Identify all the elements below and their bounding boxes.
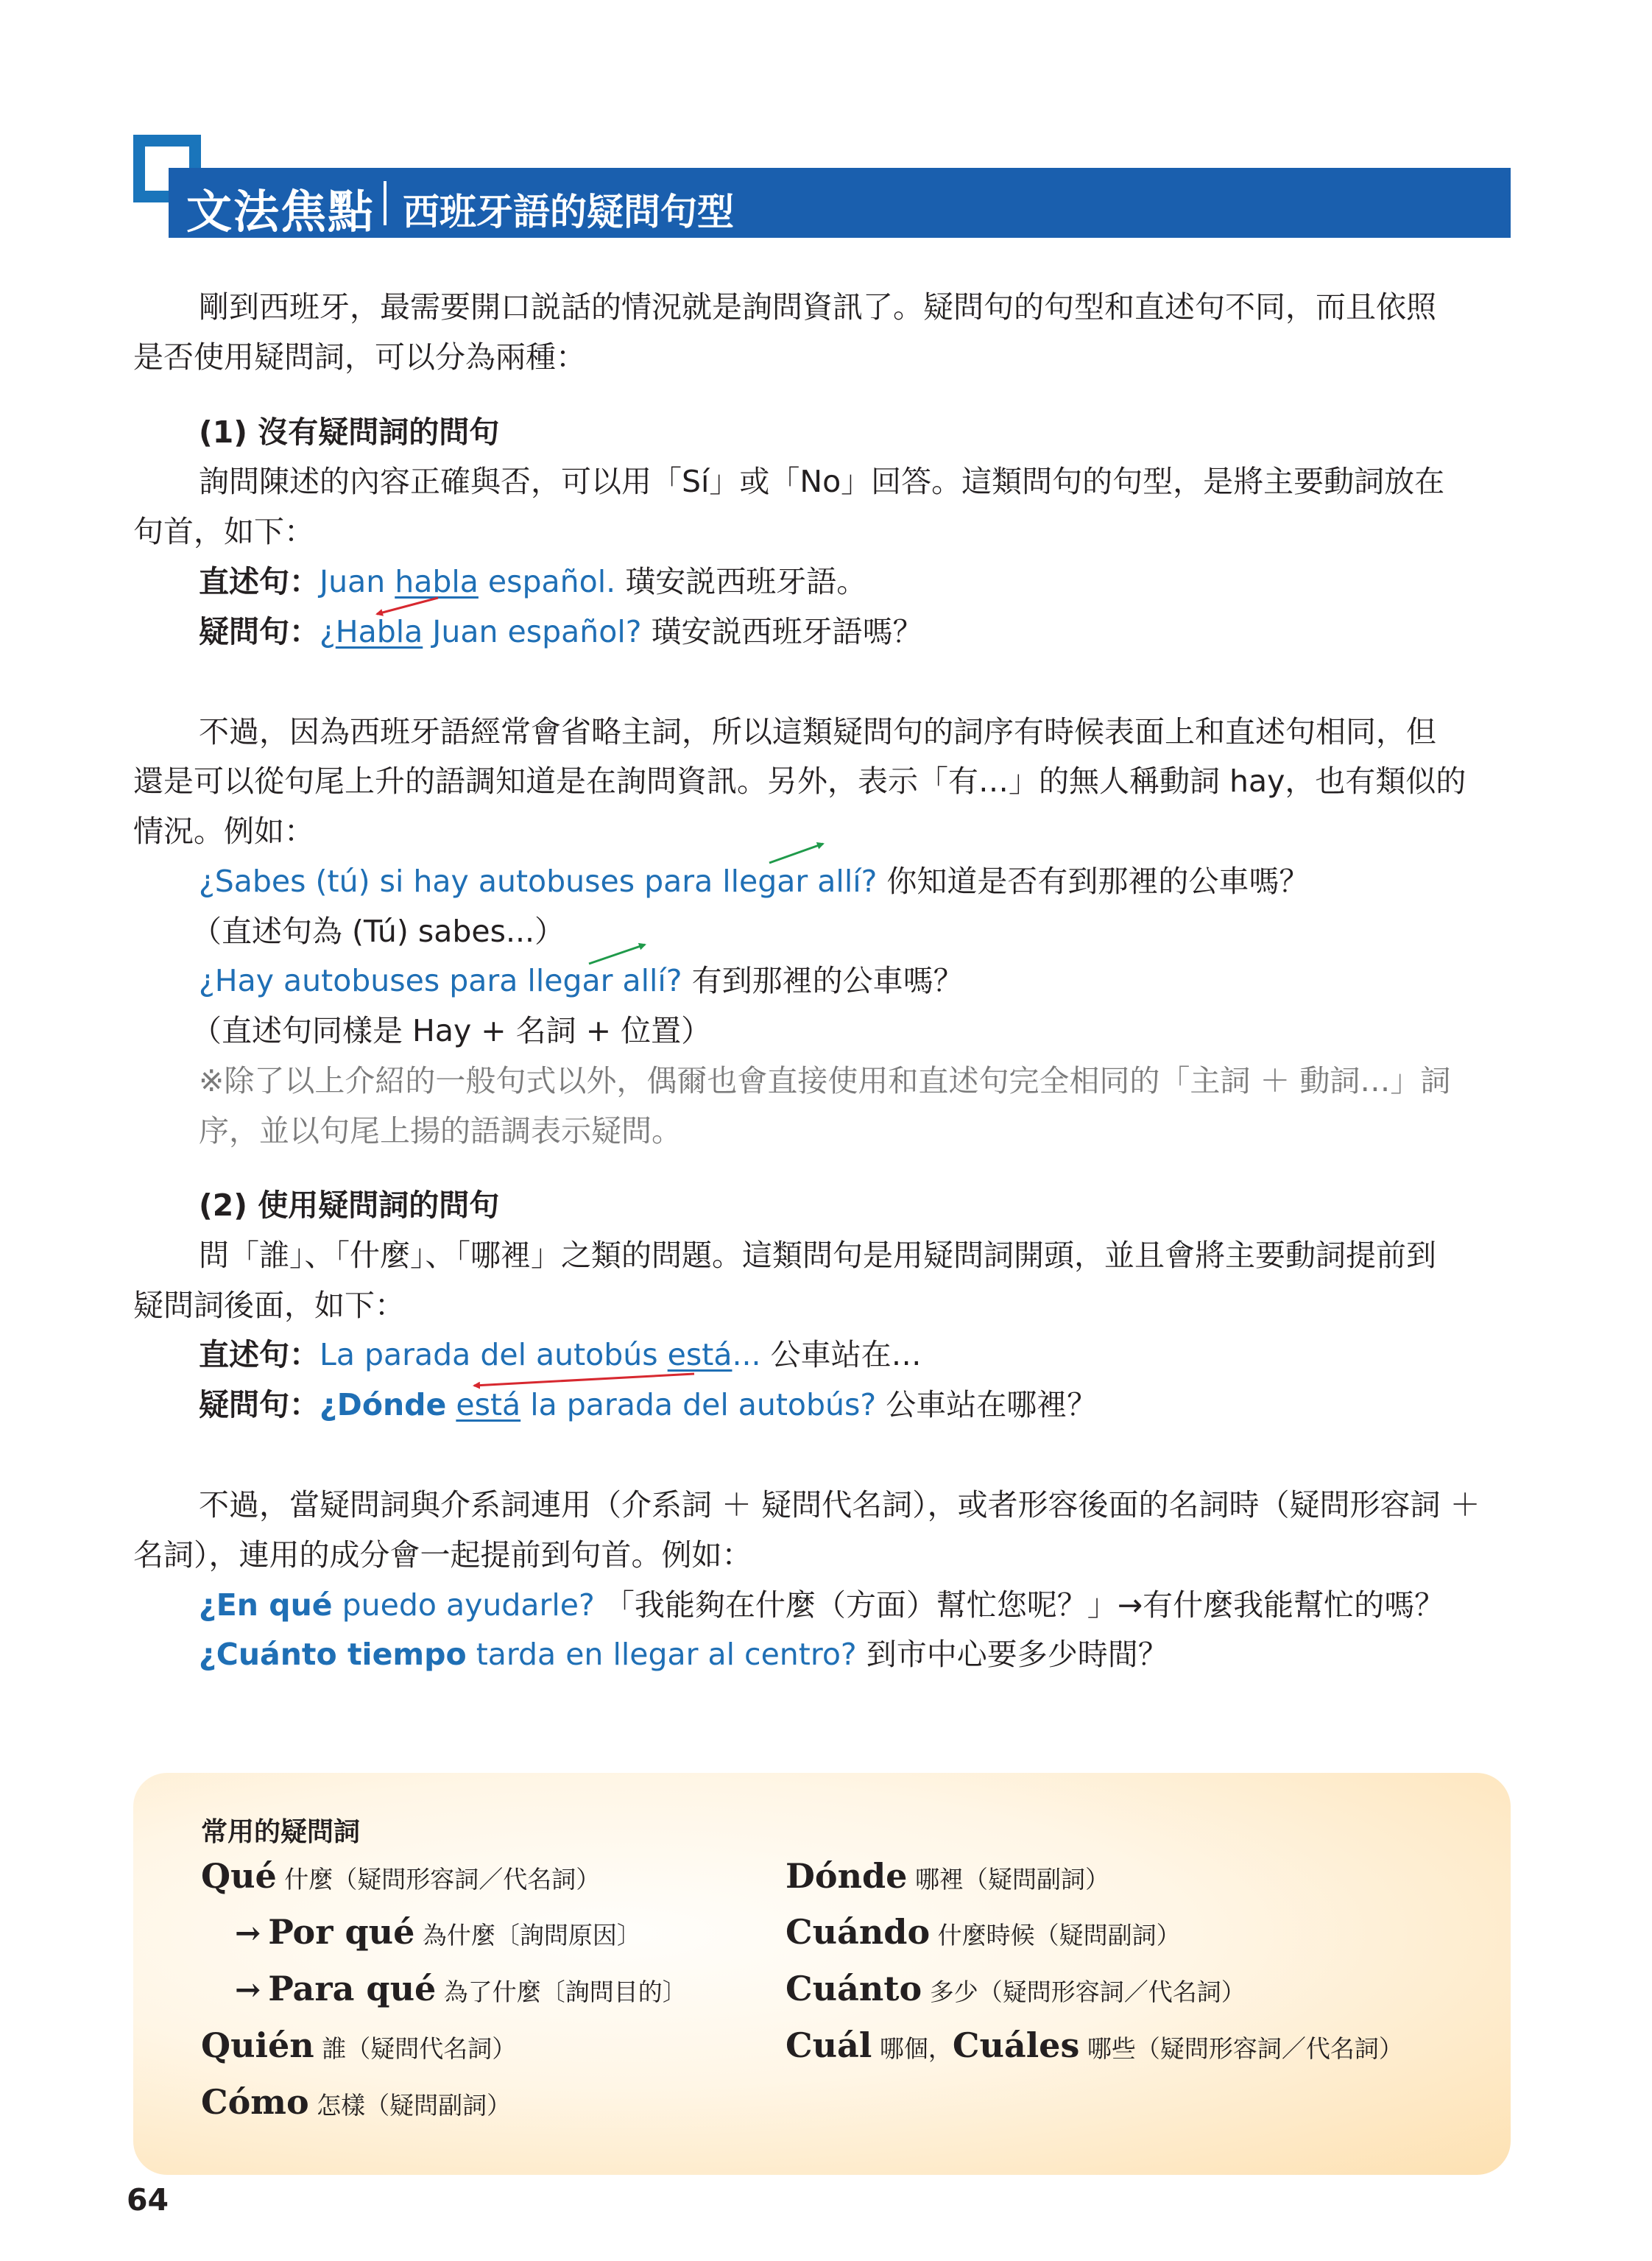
remark-line-2: 序，並以句尾上揚的語調表示疑問。 [199, 1113, 682, 1149]
example-cuanto-qw: ¿Cuánto tiempo [199, 1637, 467, 1672]
qw-word: Quién [201, 2025, 314, 2065]
qw-word: Cómo [201, 2082, 309, 2122]
qw-quien [201, 2023, 516, 2071]
para2-line-3: 情況。例如： [133, 814, 314, 849]
qw-desc: 哪個， [872, 2034, 953, 2063]
qw-word: Qué [201, 1856, 277, 1896]
intro-line-1: 剛到西班牙，最需要開口説話的情況就是詢問資訊了。疑問句的句型和直述句不同，而且依照 [199, 289, 1436, 325]
statement-es-part: Juan [320, 564, 395, 599]
section2-heading: (2) 使用疑問詞的問句 [199, 1188, 500, 1223]
intonation-arrow-1 [769, 844, 823, 863]
para3-line-1: 不過，當疑問詞與介系詞連用（介系詞 ＋ 疑問代名詞），或者形容後面的名詞時（疑問形容詞 ＋ [199, 1487, 1480, 1523]
para2-line-1: 不過，因為西班牙語經常會省略主詞，所以這類疑問句的詞序有時候表面上和直述句相同，但 [199, 714, 1436, 749]
verb-move-arrow-1 [377, 598, 438, 614]
qw-word: Por qué [268, 1912, 415, 1952]
section2-line-1: 問「誰」、「什麼」、「哪裡」之類的問題。這類問句是用疑問詞開頭，並且會將主要動詞提前到 [199, 1238, 1436, 1273]
qw-word-plural: Cuáles [952, 2025, 1080, 2065]
statement-label: 直述句： [199, 1337, 320, 1372]
remark-line-1: ※除了以上介紹的一般句式以外，偶爾也會直接使用和直述句完全相同的「主詞 ＋ 動詞…」詞 [199, 1063, 1451, 1098]
example-sabes-es: ¿Sabes (tú) si hay autobuses para llegar allí? [199, 864, 878, 899]
qw-desc: 為什麼〔詢問原因〕 [414, 1921, 641, 1950]
qw-desc: 多少（疑問形容詞／代名詞） [922, 1978, 1246, 2006]
para3-line-2: 名詞），連用的成分會一起提前到句首。例如： [133, 1537, 752, 1573]
statement-label: 直述句： [199, 564, 320, 599]
statement-verb: habla [395, 564, 479, 599]
example-cuanto-es: tarda en llegar al centro? [466, 1637, 857, 1672]
question-verb: está [456, 1387, 521, 1422]
example-hay-note: （直述句同樣是 Hay + 名詞 + 位置） [191, 1013, 712, 1048]
qw-word: Dónde [786, 1856, 908, 1896]
banner-title: 文法焦點 [186, 185, 375, 239]
statement-es-end: español. [478, 564, 616, 599]
page-number: 64 [127, 2182, 169, 2218]
example-sabes-note: （直述句為 (Tú) sabes...） [191, 914, 565, 949]
example-sabes-zh: 你知道是否有到那裡的公車嗎？ [877, 864, 1310, 899]
qw-desc: 哪裡（疑問副詞） [907, 1865, 1109, 1894]
intonation-arrow-2 [589, 945, 645, 964]
example-en-que-zh: 「我能夠在什麼（方面）幫忙您呢？」→有什麼我能幫忙的嗎？ [594, 1587, 1445, 1623]
question-words-box [133, 1773, 1511, 2175]
example-cuanto-zh: 到市中心要多少時間？ [856, 1637, 1168, 1672]
question-translation: 璜安説西班牙語嗎？ [641, 614, 923, 649]
qw-desc: 什麼（疑問形容詞／代名詞） [276, 1865, 601, 1894]
right-arrow-icon: → [235, 1972, 261, 2008]
section2-line-2: 疑問詞後面，如下： [133, 1288, 405, 1323]
qw-cual [786, 2023, 1403, 2071]
example-en-que-qw: ¿En qué [199, 1587, 333, 1623]
statement-es-part: La parada del autobús [320, 1337, 668, 1372]
qw-como [201, 2080, 511, 2128]
qw-cuando [786, 1910, 1181, 1958]
qw-desc-plural: 哪些（疑問形容詞／代名詞） [1079, 2034, 1403, 2063]
statement-verb: está [667, 1337, 733, 1372]
qw-word: Cuándo [786, 1912, 931, 1952]
section1-line-1: 詢問陳述的內容正確與否，可以用「Sí」或「No」回答。這類問句的句型，是將主要動詞放在 [199, 464, 1445, 499]
qw-desc: 什麼時候（疑問副詞） [930, 1921, 1181, 1950]
right-arrow-icon: → [235, 1915, 261, 1951]
qw-por-que [235, 1910, 641, 1958]
qw-que [201, 1854, 600, 1902]
question-verb: Habla [335, 614, 423, 649]
section1-line-2: 句首，如下： [133, 514, 314, 549]
question-es-end: la parada del autobús? [520, 1387, 877, 1422]
example-hay-zh: 有到那裡的公車嗎？ [682, 963, 964, 998]
statement-es-end: ... [732, 1337, 761, 1372]
statement-translation: 璜安説西班牙語。 [615, 564, 867, 599]
qw-desc: 怎樣（疑問副詞） [308, 2091, 512, 2120]
section1-heading: (1) 沒有疑問詞的問句 [199, 415, 500, 450]
verb-move-arrow-2 [474, 1374, 694, 1386]
qw-desc: 為了什麼〔詢問目的〕 [436, 1978, 687, 2006]
box-title: 常用的疑問詞 [201, 1817, 361, 1847]
statement-translation: 公車站在… [760, 1337, 922, 1372]
banner-subtitle: 西班牙語的疑問句型 [403, 191, 734, 233]
qw-para-que [235, 1967, 687, 2014]
qw-desc: 誰（疑問代名詞） [314, 2034, 517, 2063]
qw-cuanto [786, 1967, 1246, 2014]
qw-word: Cuánto [786, 1969, 922, 2008]
question-word: ¿Dónde [320, 1387, 447, 1422]
qw-word: Cuál [786, 2025, 872, 2065]
example-hay-es: ¿Hay autobuses para llegar allí? [199, 963, 682, 998]
example-en-que-es: puedo ayudarle? [332, 1587, 595, 1623]
qw-word: Para qué [268, 1969, 437, 2008]
question-label: 疑問句： [199, 614, 320, 649]
qw-donde [786, 1854, 1109, 1902]
question-label: 疑問句： [199, 1387, 320, 1422]
question-es-end: Juan español? [423, 614, 642, 649]
question-mark: ¿ [320, 614, 336, 649]
question-translation: 公車站在哪裡？ [876, 1387, 1098, 1422]
intro-line-2: 是否使用疑問詞，可以分為兩種： [133, 339, 586, 375]
para2-line-2: 還是可以從句尾上升的語調知道是在詢問資訊。另外，表示「有…」的無人稱動詞 hay，也有類似的 [133, 763, 1466, 799]
